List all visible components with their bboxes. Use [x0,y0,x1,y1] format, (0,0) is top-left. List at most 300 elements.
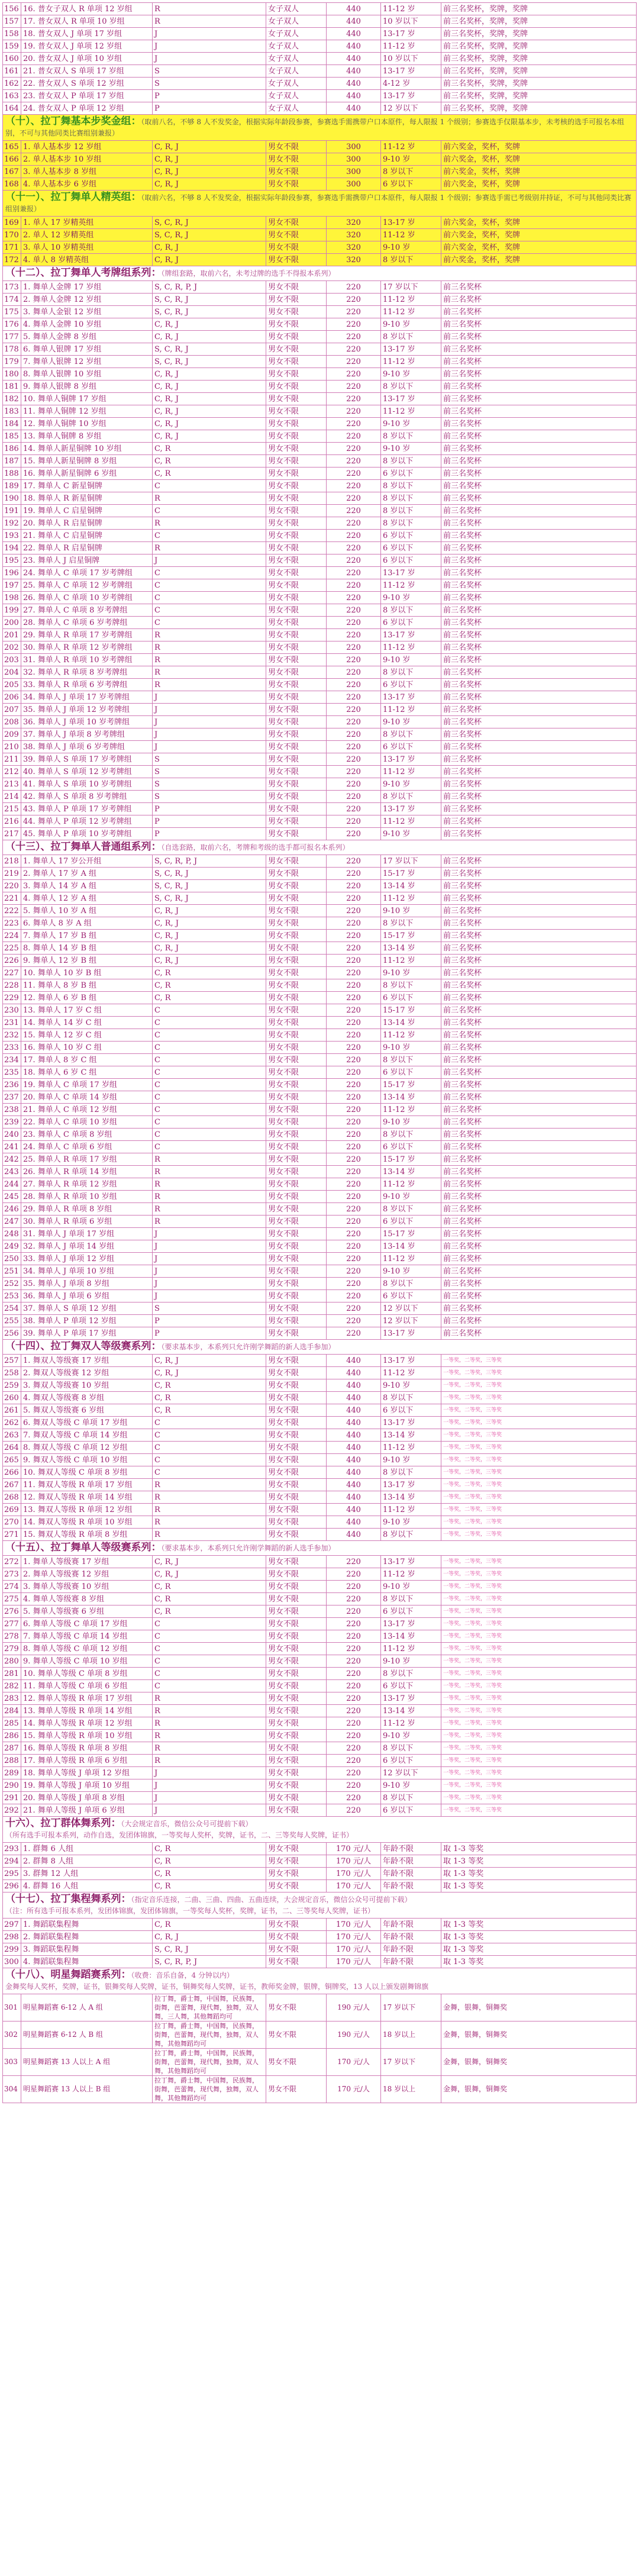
table-row [3,1943,637,1956]
dance-list: C [153,1029,266,1042]
dance-list: J [153,28,266,40]
age-range: 8 岁以下 [381,1593,441,1605]
entry-fee: 320 [327,241,381,254]
age-range: 13-17 岁 [381,393,441,405]
gender-requirement: 男女不限 [266,892,327,905]
row-number: 230 [3,1004,21,1017]
entry-fee: 220 [327,1717,381,1730]
entry-fee: 220 [327,880,381,892]
event-name: 32. 舞单人 R 单项 8 岁考牌组 [21,666,153,679]
award-text: 前三名奖杯 [441,1153,637,1166]
gender-requirement: 男女不限 [266,1516,327,1529]
entry-fee: 220 [327,1178,381,1191]
entry-fee: 220 [327,979,381,992]
table-row [3,1417,637,1429]
dance-list: C, R, J [153,917,266,930]
dance-list: J [153,1240,266,1253]
entry-fee: 220 [327,356,381,368]
row-number: 174 [3,294,21,306]
section-title: （十二）、拉丁舞单人考牌组系列： [5,267,162,279]
entry-fee: 220 [327,1302,381,1315]
award-text: 金舞，银舞，铜舞奖 [441,2022,637,2049]
event-name: 4. 舞双人等级赛 8 岁组 [21,1392,153,1404]
gender-requirement: 男女不限 [266,517,327,530]
row-number: 259 [3,1379,21,1392]
entry-fee: 320 [327,229,381,241]
table-row [3,905,637,917]
gender-requirement: 男女不限 [266,1956,327,1968]
event-name: 21. 舞单人 C 启星铜牌 [21,530,153,542]
award-text: 一等奖，二等奖，三等奖 [441,1392,637,1404]
dance-list: S [153,766,266,778]
gender-requirement: 男女不限 [266,1943,327,1956]
section-title: （十四）、拉丁舞双人等级赛系列： [5,1340,162,1352]
dance-list: C, R, J [153,166,266,178]
entry-fee: 220 [327,930,381,942]
row-number: 264 [3,1442,21,1454]
age-range: 11-12 岁 [381,306,441,318]
award-text: 取 1-3 等奖 [441,1843,637,1855]
entry-fee: 220 [327,679,381,691]
table-row [3,178,637,191]
entry-fee: 220 [327,1315,381,1327]
age-range: 8 岁以下 [381,979,441,992]
dance-list: C, R, J [153,241,266,254]
age-range: 13-14 岁 [381,1491,441,1504]
dance-list: C, R [153,1880,266,1892]
dance-list: R [153,1203,266,1216]
table-row [3,166,637,178]
row-number: 283 [3,1692,21,1705]
dance-list: P [153,90,266,102]
table-row [3,1265,637,1278]
award-text: 前六奖金，奖杯，奖牌 [441,178,637,191]
award-text: 前三名奖杯 [441,679,637,691]
dance-list: J [153,1253,266,1265]
event-name: 4. 单人基本步 6 岁组 [21,178,153,191]
dance-list: S [153,791,266,803]
event-name: 17. 普女双人 R 单项 10 岁组 [21,15,153,28]
age-range: 13-17 岁 [381,1479,441,1491]
age-range: 8 岁以下 [381,517,441,530]
gender-requirement: 男女不限 [266,356,327,368]
gender-requirement: 男女不限 [266,2049,327,2076]
dance-list: J [153,554,266,567]
dance-list: C, R [153,1404,266,1417]
entry-fee: 220 [327,1129,381,1141]
award-text: 前三名奖杯 [441,617,637,629]
event-name: 14. 舞单人等级 R 单项 12 岁组 [21,1717,153,1730]
event-name: 19. 普女双人 J 单项 12 岁组 [21,40,153,53]
row-number: 276 [3,1605,21,1618]
entry-fee: 220 [327,1104,381,1116]
gender-requirement: 男女不限 [266,254,327,266]
dance-list: C [153,1141,266,1153]
row-number: 273 [3,1568,21,1581]
table-row [3,2022,637,2049]
entry-fee: 220 [327,778,381,791]
dance-list: J [153,691,266,704]
event-name: 19. 舞单人等级 J 单项 10 岁组 [21,1779,153,1792]
table-row [3,1104,637,1116]
row-number: 296 [3,1880,21,1892]
entry-fee: 440 [327,1466,381,1479]
gender-requirement: 男女不限 [266,1581,327,1593]
event-name: 13. 舞单人 17 岁 C 组 [21,1004,153,1017]
section-note: （取前六名，不够 8 人不发奖金，根据实际年龄段参赛，参赛选手需携带户口本原件，每人限报 1 个级别；参赛选手需已考级别并持证，不可与其他同类比赛组别兼报） [5,194,632,213]
section-note-secondary: 金舞奖每人奖杯，奖牌，证书，银舞奖每人奖牌，证书，铜舞奖每人奖牌，证书，教师奖金牌，银牌，铜牌奖，13 人以上颁发剧舞锦旗 [5,1982,429,1991]
age-range: 6 岁以下 [381,178,441,191]
gender-requirement: 男女不限 [266,1568,327,1581]
event-name: 2. 舞单人金牌 12 岁组 [21,294,153,306]
age-range: 11-12 岁 [381,641,441,654]
gender-requirement: 男女不限 [266,1104,327,1116]
entry-fee: 440 [327,1504,381,1516]
award-text: 前三名奖杯 [441,492,637,505]
gender-requirement: 男女不限 [266,1855,327,1868]
award-text: 一等奖，二等奖，三等奖 [441,1668,637,1680]
award-text: 前三名奖杯 [441,666,637,679]
table-row [3,1191,637,1203]
gender-requirement: 男女不限 [266,567,327,579]
dance-list: S [153,778,266,791]
entry-fee: 440 [327,40,381,53]
row-number: 180 [3,368,21,381]
dance-list: C, R [153,1868,266,1880]
row-number: 281 [3,1668,21,1680]
table-row [3,65,637,78]
entry-fee: 220 [327,1655,381,1668]
entry-fee: 220 [327,318,381,331]
gender-requirement: 男女不限 [266,1091,327,1104]
event-name: 22. 舞单人 C 单项 10 岁组 [21,1116,153,1129]
row-number: 231 [3,1017,21,1029]
dance-list: R [153,1191,266,1203]
entry-fee: 440 [327,1529,381,1541]
row-number: 239 [3,1116,21,1129]
row-number: 168 [3,178,21,191]
dance-list: C [153,1104,266,1116]
event-name: 18. 普女双人 J 单项 17 岁组 [21,28,153,40]
row-number: 216 [3,815,21,828]
entry-fee: 440 [327,1442,381,1454]
table-row [3,542,637,554]
age-range: 15-17 岁 [381,930,441,942]
gender-requirement: 男女不限 [266,1880,327,1892]
entry-fee: 220 [327,1680,381,1692]
event-name: 27. 舞单人 R 单项 12 岁组 [21,1178,153,1191]
table-row [3,579,637,592]
age-range: 11-12 岁 [381,3,441,15]
award-text: 前六奖金，奖杯，奖牌 [441,241,637,254]
award-text: 前三名奖杯 [441,579,637,592]
entry-fee: 440 [327,78,381,90]
entry-fee: 220 [327,1253,381,1265]
entry-fee: 220 [327,1730,381,1742]
row-number: 256 [3,1327,21,1340]
age-range: 8 岁以下 [381,430,441,443]
table-row [3,1956,637,1968]
age-range: 6 岁以下 [381,1804,441,1817]
row-number: 161 [3,65,21,78]
gender-requirement: 男女不限 [266,592,327,604]
row-number: 284 [3,1705,21,1717]
gender-requirement: 男女不限 [266,579,327,592]
row-number: 294 [3,1855,21,1868]
table-row [3,480,637,492]
row-number: 277 [3,1618,21,1630]
dance-list: C, R, J [153,405,266,418]
age-range: 12 岁以下 [381,1302,441,1315]
gender-requirement: 男女不限 [266,1556,327,1568]
event-name: 12. 舞单人等级 R 单项 17 岁组 [21,1692,153,1705]
table-row [3,1605,637,1618]
dance-list: R [153,1529,266,1541]
dance-list: J [153,716,266,728]
table-row [3,766,637,778]
gender-requirement: 女子双人 [266,102,327,115]
award-text: 前三名奖杯 [441,955,637,967]
row-number: 280 [3,1655,21,1668]
entry-fee: 440 [327,90,381,102]
dance-list: R [153,629,266,641]
event-name: 38. 舞单人 P 单项 12 岁组 [21,1315,153,1327]
award-text: 一等奖，二等奖，三等奖 [441,1466,637,1479]
gender-requirement: 男女不限 [266,1717,327,1730]
entry-fee: 220 [327,604,381,617]
entry-fee: 220 [327,517,381,530]
event-name: 2. 舞双人等级赛 12 岁组 [21,1367,153,1379]
gender-requirement: 男女不限 [266,654,327,666]
event-name: 12. 舞双人等级 R 单项 14 岁组 [21,1491,153,1504]
event-name: 29. 舞单人 R 单项 8 岁组 [21,1203,153,1216]
age-range: 11-12 岁 [381,579,441,592]
row-number: 189 [3,480,21,492]
table-row [3,1568,637,1581]
age-range: 13-14 岁 [381,1240,441,1253]
gender-requirement: 女子双人 [266,90,327,102]
row-number: 297 [3,1919,21,1931]
gender-requirement: 男女不限 [266,381,327,393]
entry-fee: 220 [327,691,381,704]
dance-list: J [153,53,266,65]
row-number: 246 [3,1203,21,1216]
table-row [3,1355,637,1367]
event-name: 3. 舞单人等级赛 10 岁组 [21,1581,153,1593]
age-range: 11-12 岁 [381,1568,441,1581]
gender-requirement: 男女不限 [266,318,327,331]
dance-list: C [153,505,266,517]
entry-fee: 220 [327,955,381,967]
age-range: 6 岁以下 [381,530,441,542]
gender-requirement: 男女不限 [266,1605,327,1618]
section-note: （牌组套路，取前六名，未考过牌的选手不得报本系列） [161,269,335,278]
row-number: 265 [3,1454,21,1466]
gender-requirement: 男女不限 [266,1379,327,1392]
row-number: 194 [3,542,21,554]
event-name: 24. 舞单人 C 单项 17 岁考牌组 [21,567,153,579]
table-row [3,306,637,318]
age-range: 9-10 岁 [381,716,441,728]
award-text: 一等奖，二等奖，三等奖 [441,1705,637,1717]
table-row [3,1216,637,1228]
award-text: 前三名奖杯 [441,1191,637,1203]
row-number: 300 [3,1956,21,1968]
entry-fee: 220 [327,803,381,815]
table-row [3,405,637,418]
entry-fee: 220 [327,1116,381,1129]
section-header-cell [3,1817,637,1843]
event-name: 2. 舞单人 17 岁 A 组 [21,868,153,880]
entry-fee: 220 [327,1278,381,1290]
dance-list: S, C, R, J [153,892,266,905]
age-range: 8 岁以下 [381,917,441,930]
table-row [3,1843,637,1855]
event-name: 明星舞蹈赛 13 人以上 B 组 [21,2076,153,2103]
row-number: 263 [3,1429,21,1442]
dance-list: S, C, R, J [153,1943,266,1956]
award-text: 一等奖，二等奖，三等奖 [441,1618,637,1630]
entry-fee: 440 [327,102,381,115]
event-name: 28. 舞单人 R 单项 10 岁组 [21,1191,153,1203]
section-note: （收费：音乐自备，4 分钟以内） [131,1971,234,1979]
table-row [3,1178,637,1191]
dance-list: J [153,728,266,741]
row-number: 222 [3,905,21,917]
gender-requirement: 男女不限 [266,480,327,492]
gender-requirement: 男女不限 [266,905,327,917]
event-name: 20. 舞单人等级 J 单项 8 岁组 [21,1792,153,1804]
gender-requirement: 男女不限 [266,679,327,691]
event-name: 18. 舞单人等级 J 单项 12 岁组 [21,1767,153,1779]
event-name: 15. 舞双人等级 R 单项 8 岁组 [21,1529,153,1541]
award-text: 前三名奖杯 [441,1327,637,1340]
dance-list: R [153,1742,266,1755]
table-row [3,855,637,868]
row-number: 227 [3,967,21,979]
table-row [3,1042,637,1054]
event-name: 8. 舞单人等级 C 单项 12 岁组 [21,1643,153,1655]
age-range: 9-10 岁 [381,1730,441,1742]
table-row [3,78,637,90]
row-number: 291 [3,1792,21,1804]
dance-list: C, R, J [153,254,266,266]
event-name: 37. 舞单人 S 单项 12 岁组 [21,1302,153,1315]
dance-list: R [153,679,266,691]
entry-fee: 440 [327,1392,381,1404]
entry-fee: 440 [327,1417,381,1429]
row-number: 156 [3,3,21,15]
event-name: 39. 舞单人 P 单项 17 岁组 [21,1327,153,1340]
entry-fee: 220 [327,1017,381,1029]
dance-list: S, C, R, J [153,880,266,892]
award-text: 前三名奖杯 [441,1315,637,1327]
age-range: 年龄不限 [381,1855,441,1868]
dance-list: 拉丁舞，爵士舞，中国舞，民族舞，街舞，芭蕾舞，现代舞，独舞，双人舞，其他舞蹈均可 [153,2022,266,2049]
event-name: 15. 舞单人等级 R 单项 10 岁组 [21,1730,153,1742]
section-title: （十一）、拉丁舞单人精英组： [5,191,141,203]
entry-fee: 220 [327,967,381,979]
award-text: 一等奖，二等奖，三等奖 [441,1404,637,1417]
table-row [3,1491,637,1504]
row-number: 229 [3,992,21,1004]
row-number: 185 [3,430,21,443]
entry-fee: 220 [327,1668,381,1680]
age-range: 8 岁以下 [381,254,441,266]
table-row [3,1315,637,1327]
dance-list: P [153,1327,266,1340]
row-number: 225 [3,942,21,955]
event-name: 10. 舞单人等级 C 单项 8 岁组 [21,1668,153,1680]
award-text: 前三名奖杯 [441,455,637,468]
age-range: 8 岁以下 [381,604,441,617]
award-text: 前三名奖杯 [441,343,637,356]
gender-requirement: 女子双人 [266,53,327,65]
row-number: 193 [3,530,21,542]
entry-fee: 220 [327,1265,381,1278]
row-number: 290 [3,1779,21,1792]
table-row [3,53,637,65]
award-text: 一等奖，二等奖，三等奖 [441,1379,637,1392]
entry-fee: 220 [327,480,381,492]
award-text: 一等奖，二等奖，三等奖 [441,1568,637,1581]
age-range: 13-17 岁 [381,343,441,356]
event-name: 25. 舞单人 C 单项 12 岁考牌组 [21,579,153,592]
event-name: 30. 舞单人 R 单项 12 岁考牌组 [21,641,153,654]
table-row [3,1692,637,1705]
event-name: 4. 舞单人 12 岁 A 组 [21,892,153,905]
table-row [3,1730,637,1742]
row-number: 182 [3,393,21,405]
dance-list: C, R [153,1581,266,1593]
dance-list: P [153,828,266,840]
table-row [3,1643,637,1655]
age-range: 8 岁以下 [381,492,441,505]
age-range: 13-14 岁 [381,1705,441,1717]
gender-requirement: 男女不限 [266,1680,327,1692]
entry-fee: 440 [327,1479,381,1491]
table-row [3,1479,637,1491]
dance-list: R [153,1479,266,1491]
event-name: 26. 舞单人 C 单项 10 岁考牌组 [21,592,153,604]
section-note: （大会规定音乐，微信公众号可提前下载） [121,1820,253,1828]
dance-list: C [153,1655,266,1668]
row-number: 220 [3,880,21,892]
age-range: 8 岁以下 [381,1668,441,1680]
award-text: 前三名奖杯 [441,716,637,728]
dance-list: C, R [153,1855,266,1868]
table-row [3,1630,637,1643]
gender-requirement: 男女不限 [266,1618,327,1630]
event-name: 27. 舞单人 C 单项 8 岁考牌组 [21,604,153,617]
section-header-cell [3,1340,637,1355]
age-range: 9-10 岁 [381,1116,441,1129]
row-number: 192 [3,517,21,530]
gender-requirement: 男女不限 [266,868,327,880]
award-text: 一等奖，二等奖，三等奖 [441,1593,637,1605]
gender-requirement: 男女不限 [266,629,327,641]
age-range: 8 岁以下 [381,505,441,517]
entry-fee: 220 [327,1630,381,1643]
age-range: 13-17 岁 [381,28,441,40]
award-text: 前三名奖杯 [441,1017,637,1029]
entry-fee: 220 [327,294,381,306]
gender-requirement: 男女不限 [266,1017,327,1029]
entry-fee: 190 元/人 [327,2022,381,2049]
gender-requirement: 男女不限 [266,930,327,942]
row-number: 234 [3,1054,21,1066]
award-text: 一等奖，二等奖，三等奖 [441,1367,637,1379]
